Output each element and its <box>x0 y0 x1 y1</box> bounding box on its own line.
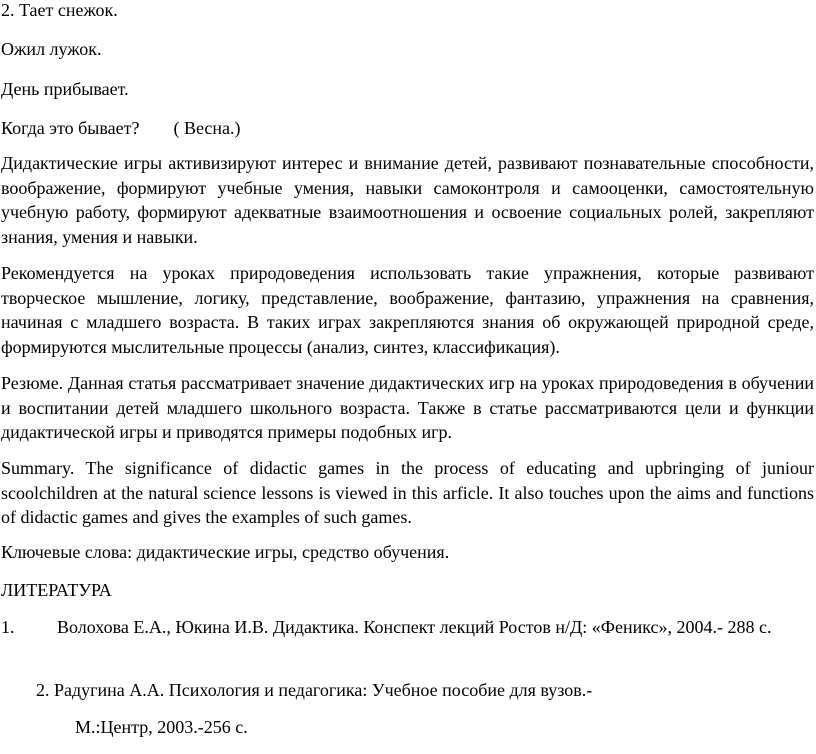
literature-heading: ЛИТЕРАТУРА <box>1 580 112 600</box>
riddle-line-1: 2. Тает снежок. <box>1 0 118 20</box>
paragraph-summary: Summary. The significance of didactic games in the process of educating and upbringing of juniour scoolchildren at the natural science lessons is viewed in this arficle. It also touches upon the aims and functions of didactic games and gives the examples of such games. <box>1 458 814 527</box>
riddle-line-3: День прибывает. <box>1 79 129 99</box>
reference-1-text: Волохова Е.А., Юкина И.В. Дидактика. Конспект лекций Ростов н/Д: «Феникс», 2004.- 288 с. <box>57 617 772 637</box>
riddle-line-4 <box>1 116 241 140</box>
riddle-answer: ( Весна.) <box>173 118 241 138</box>
paragraph-recommendation: Рекомендуется на уроках природоведения использовать такие упражнения, которые развивают творческое мышление, логику, представление, воображение, фантазию, упражнения на сравнения, начиная с младшего возраста. В таких играх закрепляются знания об окружающей природной среде, формируются мыслительные процессы (анализ, синтез, классификация). <box>1 263 814 357</box>
paragraph-resume: Резюме. Данная статья рассматривает значение дидактических игр на уроках природоведения в обучении и воспитании детей младшего школьного возраста. Также в статье рассматриваются цели и функции дидактической игры и приводятся примеры подобных игр. <box>1 373 814 442</box>
riddle-question: Когда это бывает? <box>1 118 140 138</box>
riddle-line-2: Ожил лужок. <box>1 39 102 59</box>
keywords-line: Ключевые слова: дидактические игры, средство обучения. <box>1 542 450 562</box>
paragraph-didactic-games: Дидактические игры активизируют интерес и внимание детей, развивают познавательные способности, воображение, формируют учебные умения, навыки самоконтроля и самооценки, самостоятельную учебную работу, формируют адекватные взаимоотношения и освоение социальных ролей, закрепляют знания, умения и навыки. <box>1 153 814 247</box>
reference-2-line-2: М.:Центр, 2003.-256 с. <box>75 717 248 737</box>
reference-1-number: 1. <box>1 617 15 637</box>
reference-2-line-1: 2. Радугина А.А. Психология и педагогика: Учебное пособие для вузов.- <box>36 680 593 700</box>
reference-1 <box>1 615 814 640</box>
